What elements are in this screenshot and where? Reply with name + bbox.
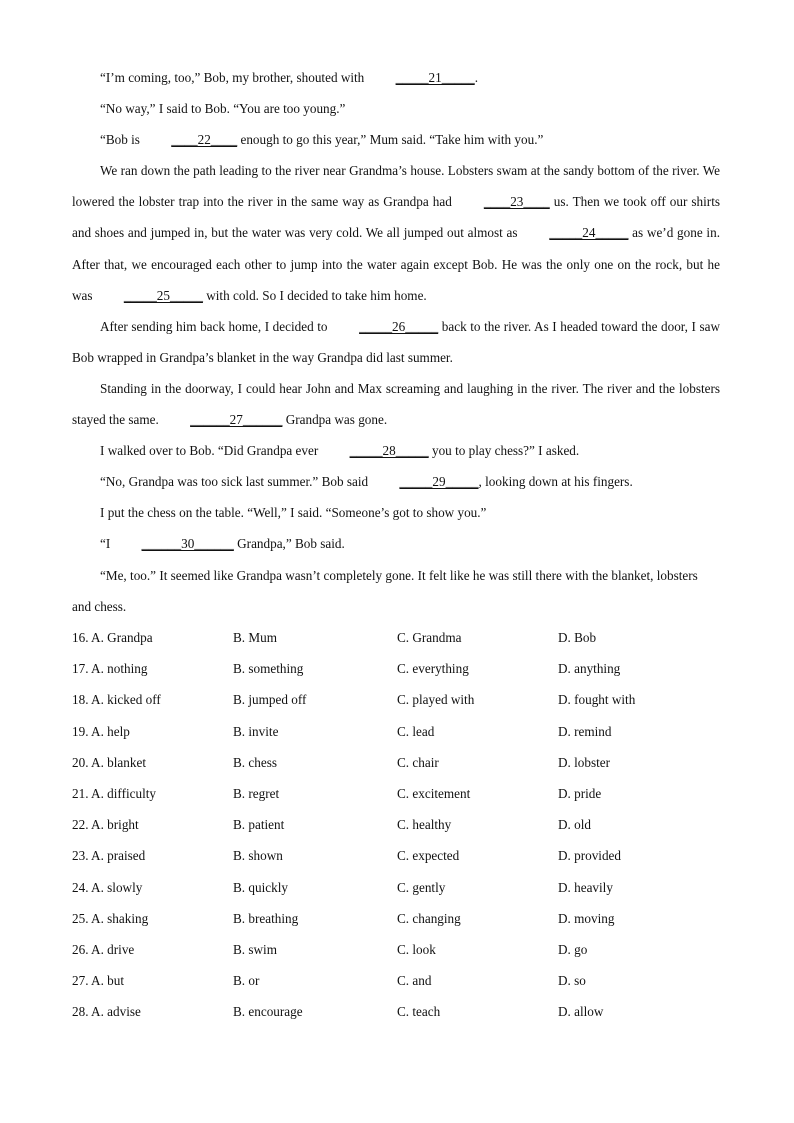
blank-26: _____26_____	[359, 318, 439, 334]
option-b: B. swim	[233, 941, 277, 957]
option-c: C. healthy	[397, 817, 452, 833]
cloze-passage	[72, 62, 720, 622]
option-c: C. chair	[397, 754, 439, 770]
option-c: C. and	[397, 973, 432, 989]
paragraph: “Me, too.” It seemed like Grandpa wasn’t completely gone. It felt like he was still there with the blanket, lobsters and chess.	[72, 567, 698, 614]
option-d: D. so	[558, 973, 586, 989]
option-b: B. chess	[233, 754, 277, 770]
option-b: B. shown	[233, 848, 283, 864]
option-b: B. invite	[233, 723, 279, 739]
paragraph: I put the chess on the table. “Well,” I said. “Someone’s got to show you.”	[100, 505, 487, 521]
option-a: 25. A. shaking	[72, 910, 149, 926]
option-d: D. pride	[558, 785, 602, 801]
question-row	[72, 778, 722, 809]
blank-29: _____29_____	[399, 474, 479, 490]
option-b: B. Mum	[233, 630, 277, 645]
option-d: D. go	[558, 941, 588, 957]
blank-27: ______27______	[190, 412, 283, 428]
option-d: D. allow	[558, 1004, 604, 1020]
option-c: C. expected	[397, 848, 460, 864]
paragraph: “No way,” I said to Bob. “You are too young.”	[100, 101, 346, 117]
option-d: D. remind	[558, 723, 612, 739]
option-a: 18. A. kicked off	[72, 692, 161, 708]
option-c: C. lead	[397, 723, 435, 739]
option-a: 20. A. blanket	[72, 754, 146, 770]
blank-24: _____24_____	[549, 225, 629, 241]
question-row	[72, 716, 722, 747]
option-a: 27. A. but	[72, 973, 125, 989]
question-row	[72, 840, 722, 871]
option-d: D. old	[558, 817, 591, 833]
question-row	[72, 653, 722, 684]
option-b: B. something	[233, 661, 304, 677]
paragraph: Standing in the doorway, I could hear John and Max screaming and laughing in the river. The river and the lobsters stayed the same. ______27______ Grandpa was gone.	[72, 373, 720, 435]
option-b: B. jumped off	[233, 692, 307, 708]
blank-21: _____21_____	[395, 70, 475, 85]
answer-options	[72, 622, 722, 1027]
option-a: 28. A. advise	[72, 1004, 141, 1020]
paragraph: “Bob is ____22____ enough to go this year,” Mum said. “Take him with you.”	[72, 124, 720, 155]
option-c: C. gently	[397, 879, 446, 895]
blank-22: ____22____	[171, 132, 238, 148]
option-a: 26. A. drive	[72, 941, 135, 957]
option-b: B. quickly	[233, 879, 288, 895]
option-b: B. encourage	[233, 1004, 303, 1020]
blank-23: ____23____	[483, 194, 550, 210]
blank-28: _____28_____	[349, 443, 429, 459]
question-row	[72, 934, 722, 965]
option-b: B. breathing	[233, 910, 299, 926]
option-a: 22. A. bright	[72, 817, 139, 833]
paragraph: “I ______30______ Grandpa,” Bob said.	[72, 528, 720, 559]
option-c: C. Grandma	[397, 630, 462, 645]
option-d: D. heavily	[558, 879, 613, 895]
option-a: 16. A. Grandpa	[72, 630, 153, 645]
question-row	[72, 965, 722, 996]
question-row	[72, 684, 722, 715]
paragraph: We ran down the path leading to the river near Grandma’s house. Lobsters swam at the sandy bottom of the river. We lowered the lobster trap into the river in the same way as Grandpa had ____23____ us. Then we took off our shirts and shoes and jumped in, but the water was very cold. We all jumped out almost as _____24_____ as we’d gone in. After that, we encouraged each other to jump into the water again except Bob. He was the only one on the rock, but he was _____25_____ with cold. So I decided to take him home.	[72, 155, 720, 310]
option-c: C. teach	[397, 1004, 441, 1020]
question-row	[72, 747, 722, 778]
option-b: B. or	[233, 973, 260, 989]
option-b: B. patient	[233, 817, 285, 833]
question-row	[72, 903, 722, 934]
blank-25: _____25_____	[123, 287, 203, 303]
option-d: D. provided	[558, 848, 621, 864]
option-c: C. look	[397, 941, 436, 957]
option-a: 19. A. help	[72, 723, 130, 739]
option-d: D. fought with	[558, 692, 636, 708]
option-b: B. regret	[233, 785, 280, 801]
question-row	[72, 872, 722, 903]
option-a: 21. A. difficulty	[72, 785, 157, 801]
option-d: D. Bob	[558, 630, 597, 645]
paragraph: After sending him back home, I decided to _____26_____ back to the river. As I headed toward the door, I saw Bob wrapped in Grandpa’s blanket in the way Grandpa did last summer.	[72, 311, 720, 373]
option-d: D. moving	[558, 910, 615, 926]
option-a: 23. A. praised	[72, 848, 146, 864]
option-d: D. anything	[558, 661, 621, 677]
paragraph: “No, Grandpa was too sick last summer.” Bob said _____29_____, looking down at his fingers.	[72, 466, 720, 497]
question-row	[72, 809, 722, 840]
blank-30: ______30______	[141, 536, 234, 552]
option-c: C. changing	[397, 910, 461, 926]
option-c: C. excitement	[397, 785, 471, 801]
option-a: 17. A. nothing	[72, 661, 148, 677]
option-c: C. everything	[397, 661, 469, 677]
option-c: C. played with	[397, 692, 475, 708]
paragraph: “I’m coming, too,” Bob, my brother, shouted with _____21_____.	[72, 62, 720, 93]
option-a: 24. A. slowly	[72, 879, 143, 895]
question-row	[72, 996, 722, 1027]
paragraph: I walked over to Bob. “Did Grandpa ever _____28_____ you to play chess?” I asked.	[72, 435, 720, 466]
option-d: D. lobster	[558, 754, 611, 770]
question-row	[72, 622, 722, 653]
